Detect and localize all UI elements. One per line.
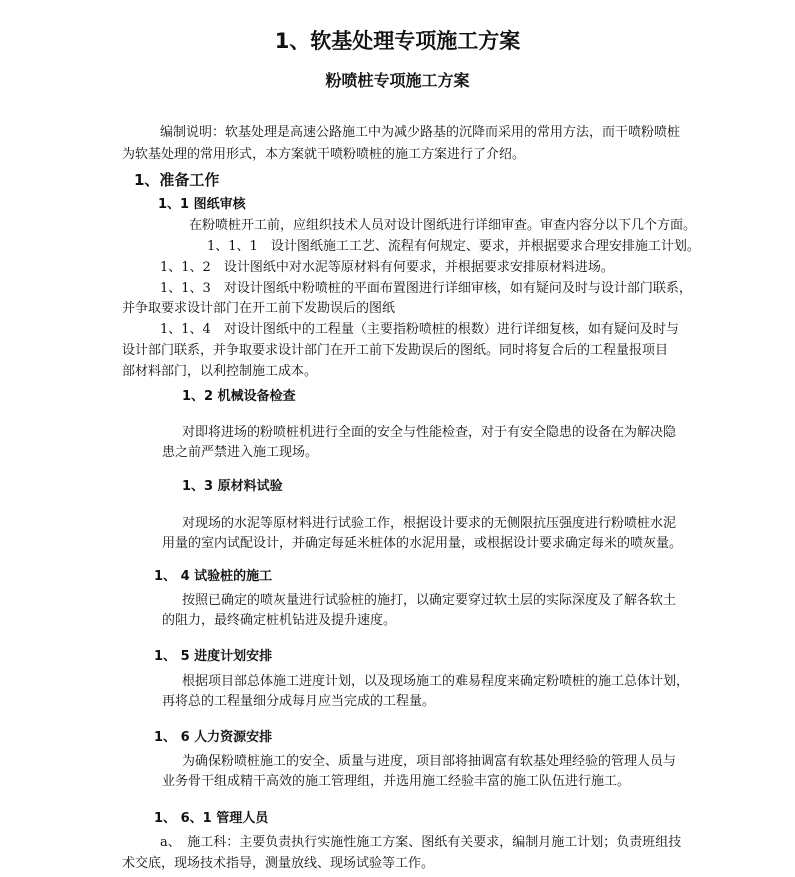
section-1-6-line-1: 为确保粉喷桩施工的安全、质量与进度，项目部将抽调富有软基处理经验的管理人员与 bbox=[182, 754, 677, 769]
section-1-5-heading: 1、 5 进度计划安排 bbox=[154, 649, 273, 664]
item-1-1-4-line-1: 1、1、4 对设计图纸中的工程量（主要指粉喷桩的根数）进行详细复核，如有疑问及时与 bbox=[160, 322, 679, 337]
page-subtitle: 粉喷桩专项施工方案 bbox=[325, 71, 470, 90]
section-1-5-line-1: 根据项目部总体施工进度计划，以及现场施工的难易程度来确定粉喷桩的施工总体计划， bbox=[182, 674, 690, 689]
item-a-line-2: 术交底，现场技术指导，测量放线、现场试验等工作。 bbox=[122, 856, 435, 871]
section-1-4-line-1: 按照已确定的喷灰量进行试验桩的施打，以确定要穿过软土层的实际深度及了解各软土 bbox=[182, 593, 677, 608]
item-1-1-4-line-3: 部材料部门，以利控制施工成本。 bbox=[122, 364, 318, 379]
section-1-2-heading: 1、2 机械设备检查 bbox=[182, 389, 296, 404]
item-1-1-3-line-2: 并争取要求设计部门在开工前下发勘误后的图纸 bbox=[122, 301, 396, 316]
section-1-5-line-2: 再将总的工程量细分成每月应当完成的工程量。 bbox=[162, 694, 436, 709]
item-1-1-2: 1、1、2 设计图纸中对水泥等原材料有何要求，并根据要求安排原材料进场。 bbox=[160, 260, 614, 275]
section-1-1-text: 在粉喷桩开工前，应组织技术人员对设计图纸进行详细审查。审查内容分以下几个方面。 bbox=[189, 218, 697, 233]
item-1-1-3-line-1: 1、1、3 对设计图纸中粉喷桩的平面布置图进行详细审核，如有疑问及时与设计部门联系， bbox=[160, 281, 692, 296]
item-a-line-1: a、 施工科：主要负责执行实施性施工方案、图纸有关要求，编制月施工计划；负责班组技 bbox=[160, 835, 682, 850]
section-1-6-heading: 1、 6 人力资源安排 bbox=[154, 730, 273, 745]
section-1-6-line-2: 业务骨干组成精干高效的施工管理组，并选用施工经验丰富的施工队伍进行施工。 bbox=[162, 774, 631, 789]
section-1-4-line-2: 的阻力，最终确定桩机钻进及提升速度。 bbox=[162, 613, 397, 628]
section-1-2-line-2: 患之前严禁进入施工现场。 bbox=[162, 445, 319, 460]
intro-line-1: 编制说明：软基处理是高速公路施工中为减少路基的沉降而采用的常用方法，而干喷粉喷桩 bbox=[160, 125, 681, 140]
item-1-1-4-line-2: 设计部门联系，并争取要求设计部门在开工前下发勘误后的图纸。同时将复合后的工程量报项目 bbox=[122, 343, 669, 358]
section-1-6-1-heading: 1、 6、1 管理人员 bbox=[154, 811, 269, 826]
section-1-heading: 1、准备工作 bbox=[134, 171, 220, 189]
section-1-3-line-1: 对现场的水泥等原材料进行试验工作，根据设计要求的无侧限抗压强度进行粉喷桩水泥 bbox=[182, 516, 677, 531]
section-1-4-heading: 1、 4 试验桩的施工 bbox=[154, 569, 273, 584]
item-1-1-1: 1、1、1 设计图纸施工工艺、流程有何规定、要求，并根据要求合理安排施工计划。 bbox=[207, 239, 700, 254]
section-1-1-heading: 1、1 图纸审核 bbox=[158, 197, 246, 212]
section-1-2-line-1: 对即将进场的粉喷桩机进行全面的安全与性能检查，对于有安全隐患的设备在为解决隐 bbox=[182, 425, 677, 440]
page-title: 1、软基处理专项施工方案 bbox=[274, 29, 521, 53]
section-1-3-line-2: 用量的室内试配设计，并确定每延米桩体的水泥用量，或根据设计要求确定每米的喷灰量。 bbox=[162, 536, 683, 551]
intro-line-2: 为软基处理的常用形式，本方案就干喷粉喷桩的施工方案进行了介绍。 bbox=[122, 147, 526, 162]
section-1-3-heading: 1、3 原材料试验 bbox=[182, 479, 283, 494]
